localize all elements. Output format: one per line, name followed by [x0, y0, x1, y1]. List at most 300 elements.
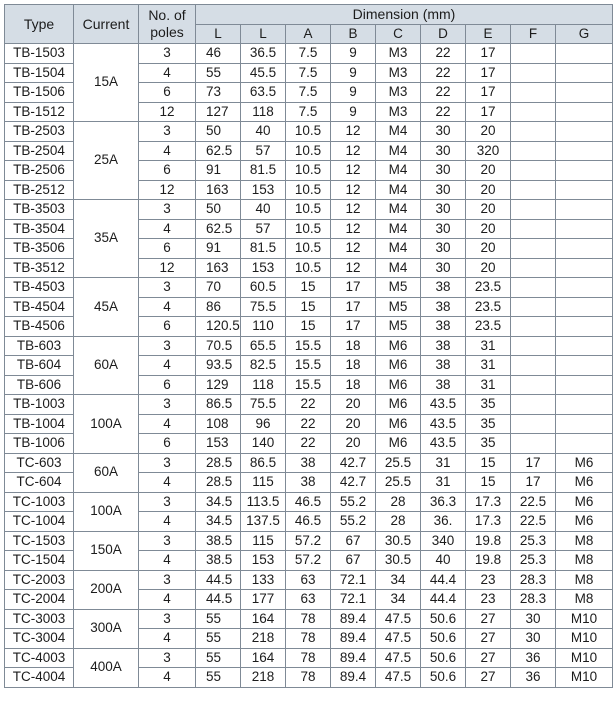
- cell-e: 19.8: [466, 551, 511, 571]
- cell-d: 30: [421, 180, 466, 200]
- cell-poles: 6: [139, 83, 196, 103]
- cell-poles: 3: [139, 648, 196, 668]
- cell-d: 50.6: [421, 609, 466, 629]
- cell-l2: 81.5: [241, 239, 286, 259]
- cell-b: 12: [331, 141, 376, 161]
- cell-l2: 40: [241, 200, 286, 220]
- cell-l1: 127: [196, 102, 241, 122]
- table-body: [5, 44, 613, 688]
- cell-e: 20: [466, 258, 511, 278]
- cell-l1: 120.5: [196, 317, 241, 337]
- cell-e: 23: [466, 590, 511, 610]
- cell-current: 45A: [74, 278, 139, 337]
- cell-d: 50.6: [421, 629, 466, 649]
- cell-a: 38: [286, 453, 331, 473]
- cell-a: 57.2: [286, 551, 331, 571]
- cell-f: 25.3: [511, 551, 556, 571]
- cell-a: 7.5: [286, 102, 331, 122]
- cell-l2: 153: [241, 551, 286, 571]
- cell-l2: 57: [241, 141, 286, 161]
- cell-f: [511, 63, 556, 83]
- cell-l1: 50: [196, 122, 241, 142]
- cell-type: TC-1503: [5, 531, 74, 551]
- cell-e: 20: [466, 219, 511, 239]
- cell-poles: 4: [139, 63, 196, 83]
- cell-c: M6: [376, 375, 421, 395]
- cell-l2: 218: [241, 629, 286, 649]
- cell-c: M4: [376, 258, 421, 278]
- cell-l2: 153: [241, 180, 286, 200]
- cell-a: 10.5: [286, 141, 331, 161]
- header-col-c-4: C: [376, 24, 421, 44]
- cell-g: [556, 102, 613, 122]
- cell-l2: 113.5: [241, 492, 286, 512]
- cell-poles: 4: [139, 668, 196, 688]
- cell-a: 63: [286, 570, 331, 590]
- cell-l2: 133: [241, 570, 286, 590]
- cell-c: 25.5: [376, 453, 421, 473]
- cell-e: 31: [466, 375, 511, 395]
- header-type: Type: [5, 5, 74, 44]
- cell-type: TC-603: [5, 453, 74, 473]
- cell-e: 17: [466, 63, 511, 83]
- table-row: [5, 648, 613, 668]
- cell-type: TB-1512: [5, 102, 74, 122]
- cell-d: 38: [421, 356, 466, 376]
- cell-c: 30.5: [376, 551, 421, 571]
- dimension-table: [4, 4, 613, 688]
- cell-a: 10.5: [286, 122, 331, 142]
- cell-d: 30: [421, 122, 466, 142]
- cell-a: 22: [286, 434, 331, 454]
- cell-b: 17: [331, 278, 376, 298]
- cell-b: 9: [331, 44, 376, 64]
- cell-f: [511, 83, 556, 103]
- cell-e: 27: [466, 609, 511, 629]
- cell-e: 17: [466, 44, 511, 64]
- cell-l2: 75.5: [241, 395, 286, 415]
- cell-d: 40: [421, 551, 466, 571]
- cell-f: 28.3: [511, 570, 556, 590]
- cell-type: TC-3004: [5, 629, 74, 649]
- cell-f: [511, 278, 556, 298]
- cell-poles: 3: [139, 531, 196, 551]
- cell-g: [556, 336, 613, 356]
- cell-g: [556, 122, 613, 142]
- cell-e: 31: [466, 356, 511, 376]
- cell-l2: 82.5: [241, 356, 286, 376]
- cell-e: 31: [466, 336, 511, 356]
- cell-b: 12: [331, 239, 376, 259]
- cell-b: 18: [331, 375, 376, 395]
- cell-d: 50.6: [421, 668, 466, 688]
- cell-current: 25A: [74, 122, 139, 200]
- cell-type: TB-1504: [5, 63, 74, 83]
- cell-a: 10.5: [286, 258, 331, 278]
- cell-c: 30.5: [376, 531, 421, 551]
- cell-b: 17: [331, 317, 376, 337]
- cell-d: 44.4: [421, 590, 466, 610]
- cell-type: TB-4503: [5, 278, 74, 298]
- cell-f: [511, 356, 556, 376]
- cell-g: [556, 200, 613, 220]
- cell-f: 36: [511, 648, 556, 668]
- header-col-g-8: G: [556, 24, 613, 44]
- cell-e: 23.5: [466, 317, 511, 337]
- cell-e: 35: [466, 414, 511, 434]
- cell-a: 22: [286, 414, 331, 434]
- cell-e: 15: [466, 473, 511, 493]
- cell-f: [511, 180, 556, 200]
- cell-l1: 38.5: [196, 531, 241, 551]
- cell-l1: 50: [196, 200, 241, 220]
- cell-d: 38: [421, 317, 466, 337]
- cell-type: TB-3512: [5, 258, 74, 278]
- cell-c: M4: [376, 239, 421, 259]
- cell-g: [556, 434, 613, 454]
- cell-d: 36.3: [421, 492, 466, 512]
- cell-g: [556, 317, 613, 337]
- cell-l2: 164: [241, 648, 286, 668]
- cell-e: 35: [466, 395, 511, 415]
- cell-f: [511, 297, 556, 317]
- cell-l1: 70.5: [196, 336, 241, 356]
- cell-poles: 3: [139, 336, 196, 356]
- cell-poles: 12: [139, 102, 196, 122]
- cell-d: 43.5: [421, 395, 466, 415]
- cell-d: 31: [421, 473, 466, 493]
- table-row: [5, 278, 613, 298]
- cell-g: [556, 395, 613, 415]
- cell-l1: 44.5: [196, 590, 241, 610]
- header-col-l-1: L: [241, 24, 286, 44]
- cell-l1: 55: [196, 668, 241, 688]
- cell-g: [556, 161, 613, 181]
- cell-c: M5: [376, 317, 421, 337]
- cell-f: [511, 317, 556, 337]
- cell-b: 20: [331, 414, 376, 434]
- cell-c: 28: [376, 492, 421, 512]
- cell-l1: 55: [196, 629, 241, 649]
- cell-poles: 4: [139, 141, 196, 161]
- cell-l2: 63.5: [241, 83, 286, 103]
- cell-a: 10.5: [286, 180, 331, 200]
- cell-l2: 36.5: [241, 44, 286, 64]
- cell-poles: 4: [139, 414, 196, 434]
- cell-c: M5: [376, 278, 421, 298]
- cell-g: M6: [556, 453, 613, 473]
- cell-c: M4: [376, 161, 421, 181]
- cell-g: M8: [556, 531, 613, 551]
- cell-a: 15: [286, 297, 331, 317]
- cell-b: 20: [331, 395, 376, 415]
- cell-e: 27: [466, 648, 511, 668]
- cell-g: [556, 219, 613, 239]
- cell-d: 38: [421, 278, 466, 298]
- cell-d: 30: [421, 141, 466, 161]
- cell-a: 15.5: [286, 356, 331, 376]
- cell-a: 10.5: [286, 200, 331, 220]
- cell-b: 72.1: [331, 570, 376, 590]
- cell-l1: 163: [196, 180, 241, 200]
- cell-c: 28: [376, 512, 421, 532]
- cell-g: [556, 278, 613, 298]
- cell-l1: 93.5: [196, 356, 241, 376]
- cell-f: 30: [511, 629, 556, 649]
- cell-c: M6: [376, 414, 421, 434]
- cell-l1: 55: [196, 63, 241, 83]
- cell-b: 12: [331, 180, 376, 200]
- cell-g: [556, 239, 613, 259]
- cell-type: TC-604: [5, 473, 74, 493]
- cell-l2: 115: [241, 473, 286, 493]
- table-row: [5, 570, 613, 590]
- cell-e: 20: [466, 122, 511, 142]
- cell-type: TB-1004: [5, 414, 74, 434]
- cell-e: 20: [466, 200, 511, 220]
- cell-l2: 164: [241, 609, 286, 629]
- cell-l1: 108: [196, 414, 241, 434]
- cell-g: M10: [556, 629, 613, 649]
- cell-poles: 3: [139, 122, 196, 142]
- cell-b: 12: [331, 219, 376, 239]
- cell-l2: 81.5: [241, 161, 286, 181]
- cell-current: 200A: [74, 570, 139, 609]
- cell-a: 10.5: [286, 161, 331, 181]
- cell-b: 12: [331, 258, 376, 278]
- cell-e: 23.5: [466, 297, 511, 317]
- cell-f: [511, 414, 556, 434]
- cell-g: [556, 180, 613, 200]
- cell-current: 60A: [74, 336, 139, 395]
- cell-a: 46.5: [286, 512, 331, 532]
- cell-b: 72.1: [331, 590, 376, 610]
- cell-l2: 140: [241, 434, 286, 454]
- cell-c: M4: [376, 141, 421, 161]
- cell-g: M8: [556, 551, 613, 571]
- header-poles: [139, 5, 196, 44]
- table-row: [5, 122, 613, 142]
- table-row: [5, 609, 613, 629]
- cell-poles: 4: [139, 219, 196, 239]
- cell-l1: 44.5: [196, 570, 241, 590]
- cell-d: 30: [421, 219, 466, 239]
- cell-c: 47.5: [376, 609, 421, 629]
- header-col-b-3: B: [331, 24, 376, 44]
- header-col-f-7: F: [511, 24, 556, 44]
- cell-g: [556, 63, 613, 83]
- cell-f: [511, 102, 556, 122]
- cell-type: TB-604: [5, 356, 74, 376]
- cell-e: 20: [466, 180, 511, 200]
- cell-type: TC-1504: [5, 551, 74, 571]
- header-poles-line2: poles: [150, 24, 184, 40]
- cell-c: 47.5: [376, 668, 421, 688]
- cell-b: 42.7: [331, 473, 376, 493]
- header-dimension: Dimension (mm): [196, 5, 613, 25]
- table-row: [5, 531, 613, 551]
- cell-d: 50.6: [421, 648, 466, 668]
- cell-poles: 3: [139, 44, 196, 64]
- cell-l1: 86: [196, 297, 241, 317]
- cell-g: [556, 356, 613, 376]
- cell-current: 100A: [74, 395, 139, 454]
- dimension-table-container: [4, 4, 612, 688]
- cell-l2: 75.5: [241, 297, 286, 317]
- cell-f: [511, 434, 556, 454]
- cell-g: [556, 44, 613, 64]
- cell-l2: 45.5: [241, 63, 286, 83]
- cell-f: [511, 239, 556, 259]
- cell-b: 18: [331, 356, 376, 376]
- cell-c: M6: [376, 336, 421, 356]
- cell-type: TC-4004: [5, 668, 74, 688]
- cell-l2: 115: [241, 531, 286, 551]
- cell-f: [511, 200, 556, 220]
- cell-l2: 153: [241, 258, 286, 278]
- cell-b: 42.7: [331, 453, 376, 473]
- cell-a: 46.5: [286, 492, 331, 512]
- cell-type: TB-1503: [5, 44, 74, 64]
- cell-f: [511, 44, 556, 64]
- cell-d: 38: [421, 375, 466, 395]
- cell-current: 400A: [74, 648, 139, 687]
- cell-b: 9: [331, 83, 376, 103]
- cell-l1: 34.5: [196, 492, 241, 512]
- cell-b: 89.4: [331, 629, 376, 649]
- cell-e: 20: [466, 239, 511, 259]
- cell-d: 38: [421, 297, 466, 317]
- cell-current: 100A: [74, 492, 139, 531]
- table-row: [5, 395, 613, 415]
- cell-f: [511, 375, 556, 395]
- cell-f: [511, 141, 556, 161]
- cell-l2: 40: [241, 122, 286, 142]
- cell-e: 17.3: [466, 512, 511, 532]
- cell-c: 25.5: [376, 473, 421, 493]
- cell-b: 67: [331, 531, 376, 551]
- cell-f: 28.3: [511, 590, 556, 610]
- cell-l1: 46: [196, 44, 241, 64]
- cell-l2: 57: [241, 219, 286, 239]
- cell-a: 15.5: [286, 336, 331, 356]
- cell-d: 43.5: [421, 434, 466, 454]
- cell-type: TB-606: [5, 375, 74, 395]
- cell-d: 30: [421, 239, 466, 259]
- cell-e: 20: [466, 161, 511, 181]
- cell-type: TB-2503: [5, 122, 74, 142]
- cell-c: M3: [376, 63, 421, 83]
- cell-type: TB-1506: [5, 83, 74, 103]
- cell-f: 36: [511, 668, 556, 688]
- cell-e: 17: [466, 83, 511, 103]
- cell-poles: 4: [139, 512, 196, 532]
- cell-f: 22.5: [511, 492, 556, 512]
- cell-l1: 73: [196, 83, 241, 103]
- cell-g: M10: [556, 648, 613, 668]
- cell-type: TB-4504: [5, 297, 74, 317]
- cell-poles: 6: [139, 434, 196, 454]
- cell-d: 22: [421, 63, 466, 83]
- cell-d: 22: [421, 102, 466, 122]
- cell-c: M6: [376, 434, 421, 454]
- cell-l1: 34.5: [196, 512, 241, 532]
- cell-f: 17: [511, 473, 556, 493]
- cell-g: [556, 258, 613, 278]
- cell-l2: 65.5: [241, 336, 286, 356]
- cell-f: 22.5: [511, 512, 556, 532]
- cell-type: TC-2004: [5, 590, 74, 610]
- cell-poles: 4: [139, 629, 196, 649]
- cell-l2: 96: [241, 414, 286, 434]
- table-row: [5, 492, 613, 512]
- cell-type: TB-2506: [5, 161, 74, 181]
- table-header: [5, 5, 613, 44]
- cell-d: 340: [421, 531, 466, 551]
- cell-a: 78: [286, 629, 331, 649]
- cell-l2: 60.5: [241, 278, 286, 298]
- cell-f: [511, 258, 556, 278]
- cell-l2: 218: [241, 668, 286, 688]
- cell-b: 55.2: [331, 492, 376, 512]
- cell-type: TB-4506: [5, 317, 74, 337]
- cell-l1: 91: [196, 239, 241, 259]
- cell-poles: 6: [139, 375, 196, 395]
- cell-type: TC-3003: [5, 609, 74, 629]
- cell-g: M10: [556, 609, 613, 629]
- cell-c: M6: [376, 356, 421, 376]
- cell-a: 10.5: [286, 239, 331, 259]
- cell-d: 43.5: [421, 414, 466, 434]
- cell-b: 17: [331, 297, 376, 317]
- cell-b: 18: [331, 336, 376, 356]
- cell-l1: 55: [196, 648, 241, 668]
- cell-f: [511, 122, 556, 142]
- table-row: [5, 44, 613, 64]
- cell-g: [556, 83, 613, 103]
- cell-e: 27: [466, 668, 511, 688]
- cell-e: 320: [466, 141, 511, 161]
- cell-f: [511, 161, 556, 181]
- cell-f: 25.3: [511, 531, 556, 551]
- cell-type: TB-2504: [5, 141, 74, 161]
- cell-c: M4: [376, 219, 421, 239]
- cell-a: 15: [286, 278, 331, 298]
- cell-l2: 177: [241, 590, 286, 610]
- cell-c: M3: [376, 44, 421, 64]
- cell-type: TC-4003: [5, 648, 74, 668]
- cell-c: 47.5: [376, 629, 421, 649]
- cell-l1: 62.5: [196, 219, 241, 239]
- cell-c: M4: [376, 180, 421, 200]
- cell-g: M8: [556, 570, 613, 590]
- cell-g: M10: [556, 668, 613, 688]
- cell-b: 20: [331, 434, 376, 454]
- cell-poles: 4: [139, 297, 196, 317]
- cell-c: M4: [376, 122, 421, 142]
- cell-c: 34: [376, 590, 421, 610]
- cell-l1: 62.5: [196, 141, 241, 161]
- cell-e: 27: [466, 629, 511, 649]
- cell-c: M4: [376, 200, 421, 220]
- cell-g: M6: [556, 492, 613, 512]
- cell-d: 30: [421, 161, 466, 181]
- header-col-d-5: D: [421, 24, 466, 44]
- cell-type: TB-1006: [5, 434, 74, 454]
- cell-type: TB-603: [5, 336, 74, 356]
- cell-d: 31: [421, 453, 466, 473]
- cell-c: M3: [376, 102, 421, 122]
